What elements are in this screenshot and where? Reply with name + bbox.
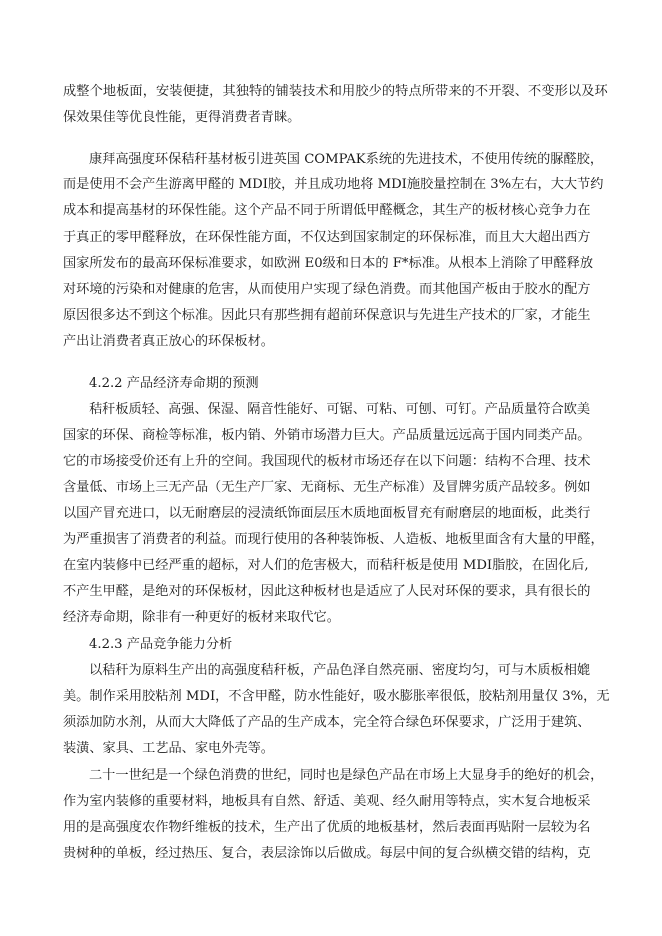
text-line: 为严重损害了消费者的利益。而现行使用的各种装饰板、人造板、地板里面含有大量的甲醛， bbox=[63, 532, 604, 547]
text-line: 而是使用不会产生游离甲醛的 MDI胶，并且成功地将 MDI施胶量控制在 3%左右，大大节约 bbox=[63, 177, 604, 192]
text-line: 作为室内装修的重要材料，地板具有自然、舒适、美观、经久耐用等特点，实木复合地板采 bbox=[63, 794, 591, 809]
text-line: 不产生甲醛，是绝对的环保板材，因此这种板材也是适应了人民对环保的要求，具有很长的 bbox=[63, 584, 591, 599]
text-line: 对环境的污染和对健康的危害，从而使用户实现了绿色消费。而其他国产板由于胶水的配方 bbox=[63, 282, 591, 297]
text-line: 国家的环保、商检等标准，板内销、外销市场潜力巨大。产品质量远远高于国内同类产品。 bbox=[63, 428, 591, 443]
text-line: 装潢、家具、工艺品、家电外壳等。 bbox=[63, 741, 274, 756]
text-line: 原因很多达不到这个标准。因此只有那些拥有超前环保意识与先进生产技术的厂家，才能生 bbox=[63, 308, 591, 323]
text-line: 国家所发布的最高环保标准要求，如欧洲 E0级和日本的 F*标准。从根本上消除了甲醛释放 bbox=[63, 256, 594, 271]
text-line: 经济寿命期，除非有一种更好的板材来取代它。 bbox=[63, 610, 340, 625]
text-line: 它的市场接受价还有上升的空间。我国现代的板材市场还存在以下问题：结构不合理、技术 bbox=[63, 454, 591, 469]
text-line: 美。制作采用胶粘剂 MDI，不含甲醛，防水性能好，吸水膨胀率很低，胶粘剂用量仅 3%，无 bbox=[63, 689, 610, 704]
text-line: 贵树种的单板，经过热压、复合，表层涂饰以后做成。每层中间的复合纵横交错的结构，克 bbox=[63, 846, 591, 861]
text-line: 须添加防水剂，从而大大降低了产品的生产成本，完全符合绿色环保要求，广泛用于建筑、 bbox=[63, 715, 591, 730]
section-heading-4-2-2: 4.2.2 产品经济寿命期的预测 bbox=[89, 376, 259, 391]
text-line: 用的是高强度农作物纤维板的技术，生产出了优质的地板基材，然后表面再贴附一层较为名 bbox=[63, 820, 591, 835]
text-line: 在室内装修中已经严重的超标，对人们的危害极大，而秸秆板是使用 MDI脂胶，在固化后, bbox=[63, 558, 589, 573]
section-heading-4-2-3: 4.2.3 产品竞争能力分析 bbox=[89, 637, 233, 652]
text-line: 成本和提高基材的环保性能。这个产品不同于所谓低甲醛概念，其生产的板材核心竞争力在 bbox=[63, 203, 591, 218]
text-line: 于真正的零甲醛释放，在环保性能方面，不仅达到国家制定的环保标准，而且大大超出西方 bbox=[63, 230, 591, 245]
text-line: 康拜高强度环保秸秆基材板引进英国 COMPAK系统的先进技术，不使用传统的脲醛胶， bbox=[89, 152, 604, 167]
text-line: 秸秆板质轻、高强、保湿、隔音性能好、可锯、可粘、可刨、可钉。产品质量符合欧美 bbox=[89, 402, 591, 417]
text-line: 产出让消费者真正放心的环保板材。 bbox=[63, 334, 274, 349]
text-line: 成整个地板面，安装便捷，其独特的铺装技术和用胶少的特点所带来的不开裂、不变形以及环 bbox=[63, 84, 608, 99]
text-line: 二十一世纪是一个绿色消费的世纪，同时也是绿色产品在市场上大显身手的绝好的机会， bbox=[89, 768, 604, 783]
text-line: 保效果佳等优良性能，更得消费者青睐。 bbox=[63, 110, 301, 125]
text-line: 含量低、市场上三无产品（无生产厂家、无商标、无生产标准）及冒牌劣质产品较多。例如 bbox=[63, 480, 591, 495]
text-line: 以秸秆为原料生产出的高强度秸秆板，产品色泽自然亮丽、密度均匀，可与木质板相媲 bbox=[89, 663, 591, 678]
text-line: 以国产冒充进口，以无耐磨层的浸渍纸饰面层压木质地面板冒充有耐磨层的地面板，此类行 bbox=[63, 506, 591, 521]
